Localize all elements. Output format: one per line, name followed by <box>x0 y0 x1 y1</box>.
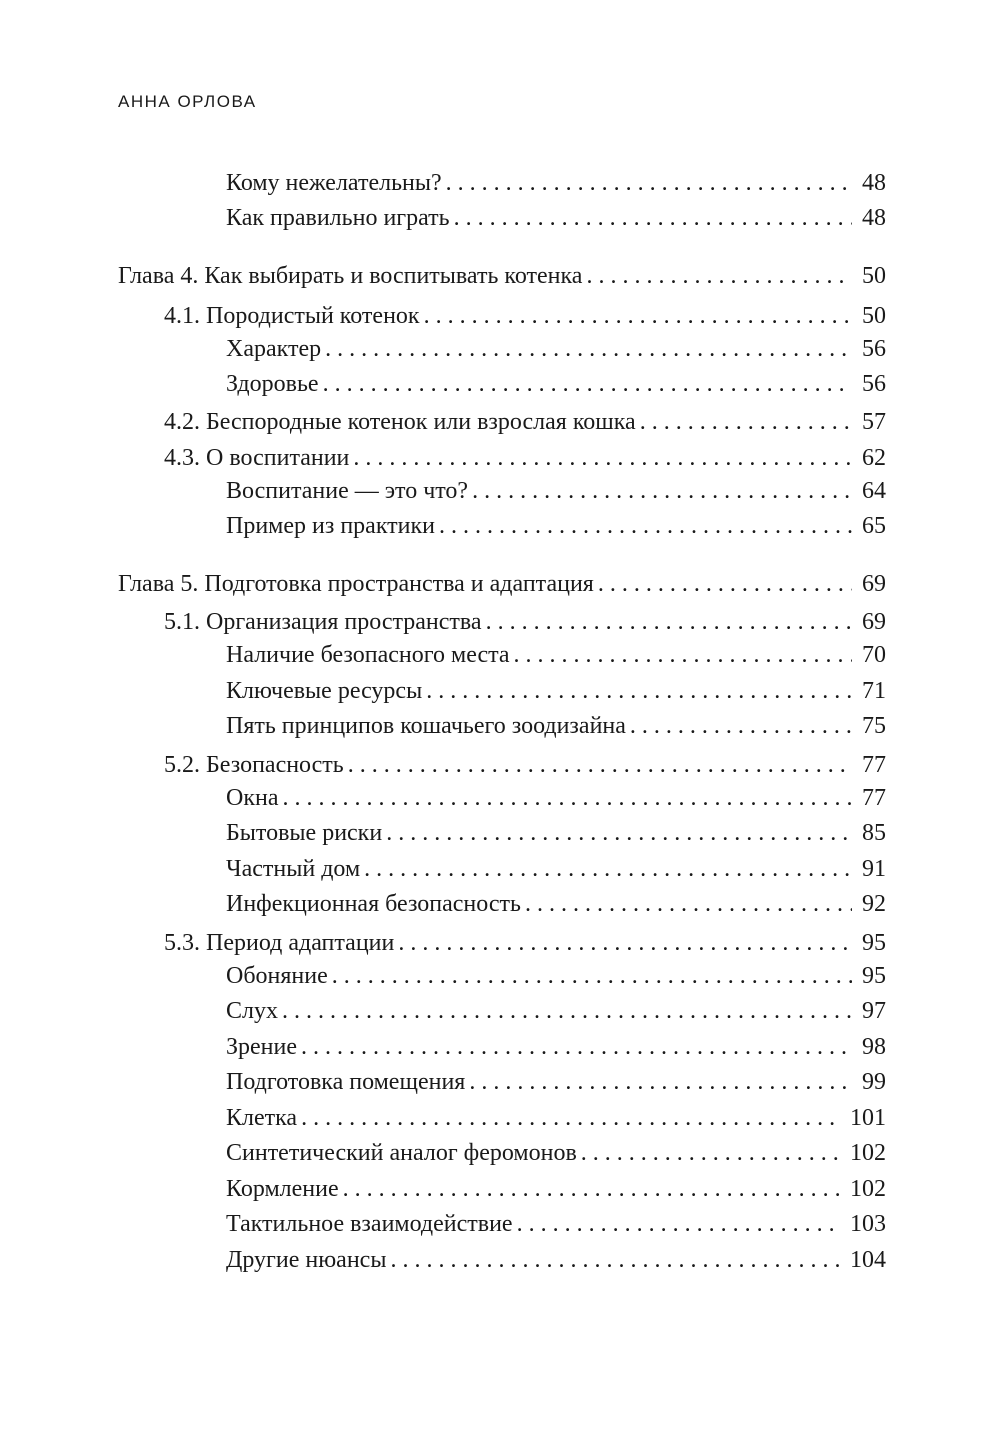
toc-entry-label: Частный дом <box>226 856 361 882</box>
toc-entry-label: 4.3. О воспитании <box>164 445 350 471</box>
toc-entry-page: 69 <box>862 609 886 635</box>
toc-entry-label: Обоняние <box>226 963 328 989</box>
dot-leader <box>424 301 852 331</box>
toc-entry-page: 56 <box>862 336 886 362</box>
toc-entry-section[interactable] <box>164 928 886 958</box>
dot-leader <box>454 203 852 233</box>
dot-leader <box>323 369 852 399</box>
dot-leader <box>325 334 852 364</box>
toc-entry-page: 102 <box>850 1140 886 1166</box>
toc-entry-page: 97 <box>862 998 886 1024</box>
dot-leader <box>332 961 852 991</box>
toc-entry-label: Подготовка помещения <box>226 1069 466 1095</box>
toc-entry[interactable] <box>226 1103 886 1133</box>
toc-entry-page: 104 <box>850 1247 886 1273</box>
toc-entry-page: 64 <box>862 478 886 504</box>
toc-entry-label: Тактильное взаимодействие <box>226 1211 513 1237</box>
toc-entry-chapter[interactable] <box>118 569 886 599</box>
toc-entry[interactable] <box>226 334 886 364</box>
toc-entry-label: Зрение <box>226 1034 298 1060</box>
toc-entry-label: Ключевые ресурсы <box>226 678 423 704</box>
dot-leader <box>630 711 852 741</box>
dot-leader <box>472 476 852 506</box>
toc-entry[interactable] <box>226 818 886 848</box>
dot-leader <box>364 854 852 884</box>
toc-entry-label: 5.3. Период адаптации <box>164 930 395 956</box>
dot-leader <box>514 640 852 670</box>
toc-entry-page: 95 <box>862 930 886 956</box>
toc-entry-label: Окна <box>226 785 279 811</box>
toc-entry-page: 71 <box>862 678 886 704</box>
toc-entry-section[interactable] <box>164 750 886 780</box>
toc-entry-label: Кормление <box>226 1176 339 1202</box>
dot-leader <box>390 1245 840 1275</box>
toc-entry-page: 65 <box>862 513 886 539</box>
toc-entry-page: 101 <box>850 1105 886 1131</box>
toc-entry[interactable] <box>226 889 886 919</box>
toc-entry-section[interactable] <box>164 301 886 331</box>
dot-leader <box>486 607 852 637</box>
toc-entry-label: Синтетический аналог феромонов <box>226 1140 577 1166</box>
toc-entry[interactable] <box>226 1032 886 1062</box>
toc-entry[interactable] <box>226 369 886 399</box>
toc-entry[interactable] <box>226 1138 886 1168</box>
toc-entry-page: 99 <box>862 1069 886 1095</box>
toc-entry[interactable] <box>226 1067 886 1097</box>
dot-leader <box>439 511 852 541</box>
toc-entry-page: 48 <box>862 205 886 231</box>
dot-leader <box>343 1174 840 1204</box>
dot-leader <box>398 928 852 958</box>
toc-entry-label: Пример из практики <box>226 513 436 539</box>
toc-entry-label: 5.1. Организация пространства <box>164 609 482 635</box>
dot-leader <box>283 783 853 813</box>
dot-leader <box>640 407 852 437</box>
dot-leader <box>426 676 852 706</box>
toc-entry[interactable] <box>226 996 886 1026</box>
toc-entry-page: 92 <box>862 891 886 917</box>
toc-entry-label: Инфекционная безопасность <box>226 891 521 917</box>
toc-entry-page: 48 <box>862 170 886 196</box>
toc-entry-label: Пять принципов кошачьего зоодизайна <box>226 713 626 739</box>
toc-entry-page: 91 <box>862 856 886 882</box>
dot-leader <box>353 443 852 473</box>
toc-entry-page: 95 <box>862 963 886 989</box>
dot-leader <box>586 261 852 291</box>
toc-entry-page: 50 <box>862 263 886 289</box>
toc-entry-label: Слух <box>226 998 278 1024</box>
toc-entry[interactable] <box>226 1174 886 1204</box>
toc-entry-label: Бытовые риски <box>226 820 383 846</box>
toc-entry[interactable] <box>226 676 886 706</box>
dot-leader <box>525 889 852 919</box>
toc-entry-label: Здоровье <box>226 371 319 397</box>
toc-entry-label: Глава 4. Как выбирать и воспитывать котенка <box>118 263 583 289</box>
toc-entry[interactable] <box>226 511 886 541</box>
toc-entry-label: 4.2. Беспородные котенок или взрослая кошка <box>164 409 636 435</box>
toc-entry[interactable] <box>226 783 886 813</box>
running-head-author: АННА ОРЛОВА <box>118 92 257 111</box>
toc-entry[interactable] <box>226 640 886 670</box>
toc-entry-section[interactable] <box>164 607 886 637</box>
dot-leader <box>469 1067 852 1097</box>
dot-leader <box>517 1209 840 1239</box>
dot-leader <box>446 168 852 198</box>
toc-entry-label: Наличие безопасного места <box>226 642 510 668</box>
dot-leader <box>301 1032 852 1062</box>
toc-entry-label: Характер <box>226 336 322 362</box>
toc-entry-label: Как правильно играть <box>226 205 450 231</box>
toc-entry[interactable] <box>226 1209 886 1239</box>
toc-entry-label: Воспитание — это что? <box>226 478 469 504</box>
dot-leader <box>581 1138 840 1168</box>
toc-entry-label: Клетка <box>226 1105 298 1131</box>
toc-entry[interactable] <box>226 711 886 741</box>
toc-entry-page: 57 <box>862 409 886 435</box>
toc-entry-page: 98 <box>862 1034 886 1060</box>
toc-entry[interactable] <box>226 168 886 198</box>
toc-entry-page: 62 <box>862 445 886 471</box>
toc-entry-page: 56 <box>862 371 886 397</box>
toc-entry-page: 85 <box>862 820 886 846</box>
toc-entry-label: Глава 5. Подготовка пространства и адаптация <box>118 571 594 597</box>
toc-entry-page: 69 <box>862 571 886 597</box>
toc-entry-chapter[interactable] <box>118 261 886 291</box>
toc-entry-page: 70 <box>862 642 886 668</box>
toc-entry-label: Другие нюансы <box>226 1247 387 1273</box>
toc-entry[interactable] <box>226 961 886 991</box>
toc-entry-section[interactable] <box>164 407 886 437</box>
toc-entry-page: 77 <box>862 785 886 811</box>
dot-leader <box>598 569 852 599</box>
dot-leader <box>386 818 852 848</box>
dot-leader <box>282 996 852 1026</box>
dot-leader <box>301 1103 840 1133</box>
toc-entry-label: 5.2. Безопасность <box>164 752 344 778</box>
toc-entry-page: 77 <box>862 752 886 778</box>
toc-entry-section[interactable] <box>164 443 886 473</box>
toc-entry[interactable] <box>226 1245 886 1275</box>
toc-entry[interactable] <box>226 854 886 884</box>
toc-entry-label: Кому нежелательны? <box>226 170 442 196</box>
toc-entry-page: 50 <box>862 303 886 329</box>
toc-entry[interactable] <box>226 203 886 233</box>
toc-entry-page: 103 <box>850 1211 886 1237</box>
toc-entry[interactable] <box>226 476 886 506</box>
toc-entry-page: 75 <box>862 713 886 739</box>
toc-entry-page: 102 <box>850 1176 886 1202</box>
dot-leader <box>348 750 852 780</box>
toc-entry-label: 4.1. Породистый котенок <box>164 303 420 329</box>
